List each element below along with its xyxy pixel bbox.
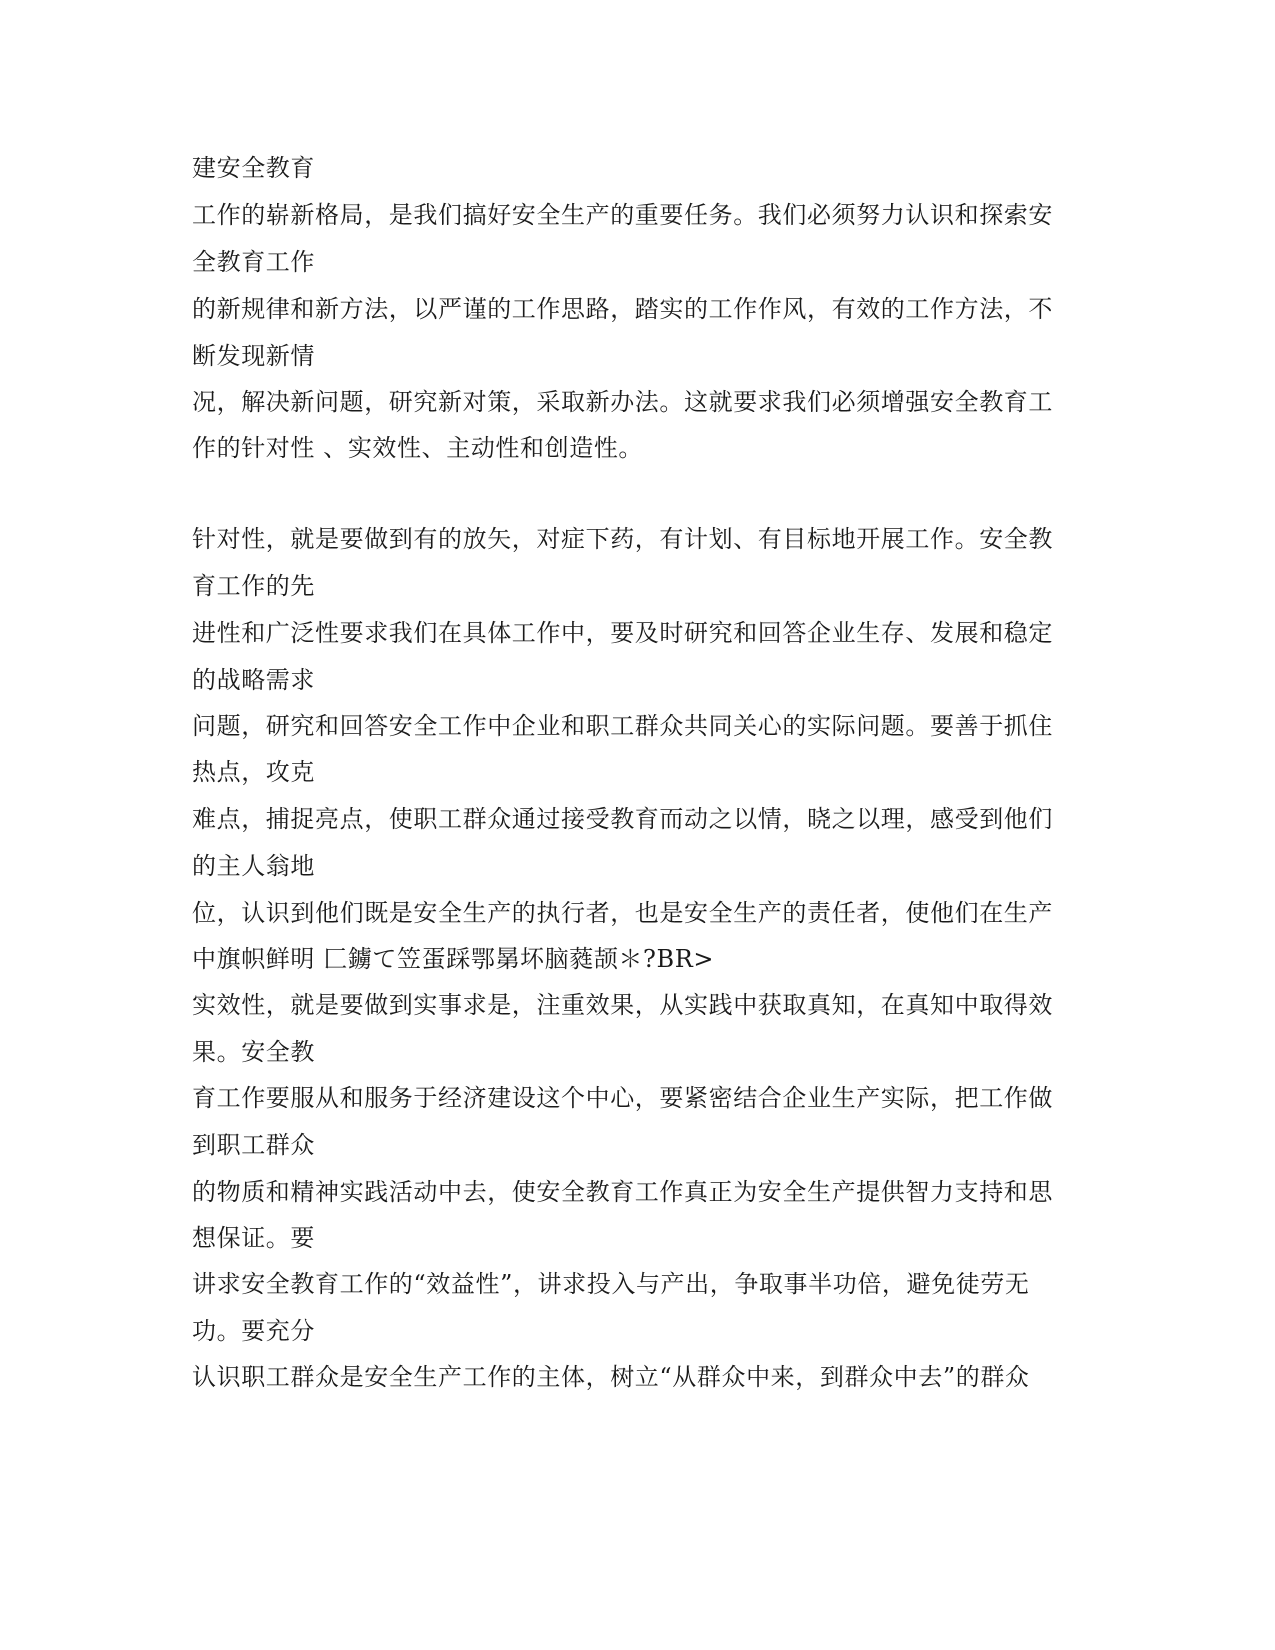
text-line: 断发现新情 (192, 342, 315, 370)
text-line: 育工作要服从和服务于经济建设这个中心，要紧密结合企业生产实际，把工作做 (192, 1084, 1053, 1112)
text-line: 难点，捕捉亮点，使职工群众通过接受教育而动之以情，晓之以理，感受到他们 (192, 805, 1053, 833)
text-line: 位，认识到他们既是安全生产的执行者，也是安全生产的责任者，使他们在生产 (192, 899, 1053, 927)
text-line: 的战略需求 (192, 666, 315, 694)
text-line: 认识职工群众是安全生产工作的主体，树立“从群众中来，到群众中去”的群众 (192, 1363, 1030, 1391)
text-line: 中旗帜鲜明 匚鐪て笠蛋踩鄂晜坏脑蕤颉＊?BR> (192, 945, 715, 973)
text-line: 建安全教育 (192, 154, 315, 182)
text-line: 想保证。要 (192, 1224, 315, 1252)
text-line: 的主人翁地 (192, 852, 315, 880)
text-line: 进性和广泛性要求我们在具体工作中，要及时研究和回答企业生存、发展和稳定 (192, 619, 1053, 647)
text-line: 实效性，就是要做到实事求是，注重效果，从实践中获取真知，在真知中取得效 (192, 991, 1053, 1019)
text-line: 针对性，就是要做到有的放矢，对症下药，有计划、有目标地开展工作。安全教 (192, 525, 1053, 553)
text-line: 热点，攻克 (192, 758, 315, 786)
text-line: 育工作的先 (192, 572, 315, 600)
text-line: 况，解决新问题，研究新对策，采取新办法。这就要求我们必须增强安全教育工 (192, 388, 1053, 416)
text-line: 全教育工作 (192, 248, 315, 276)
text-line: 果。安全教 (192, 1038, 315, 1066)
text-line: 功。要充分 (192, 1317, 315, 1345)
text-line: 的物质和精神实践活动中去，使安全教育工作真正为安全生产提供智力支持和思 (192, 1178, 1053, 1206)
text-line: 作的针对性 、实效性、主动性和创造性。 (192, 434, 644, 462)
text-line: 的新规律和新方法，以严谨的工作思路，踏实的工作作风，有效的工作方法，不 (192, 295, 1053, 323)
text-line: 到职工群众 (192, 1131, 315, 1159)
text-line: 工作的崭新格局，是我们搞好安全生产的重要任务。我们必须努力认识和探索安 (192, 201, 1053, 229)
text-line: 讲求安全教育工作的“效益性”，讲求投入与产出，争取事半功倍，避免徒劳无 (192, 1270, 1030, 1298)
text-line: 问题，研究和回答安全工作中企业和职工群众共同关心的实际问题。要善于抓住 (192, 712, 1053, 740)
